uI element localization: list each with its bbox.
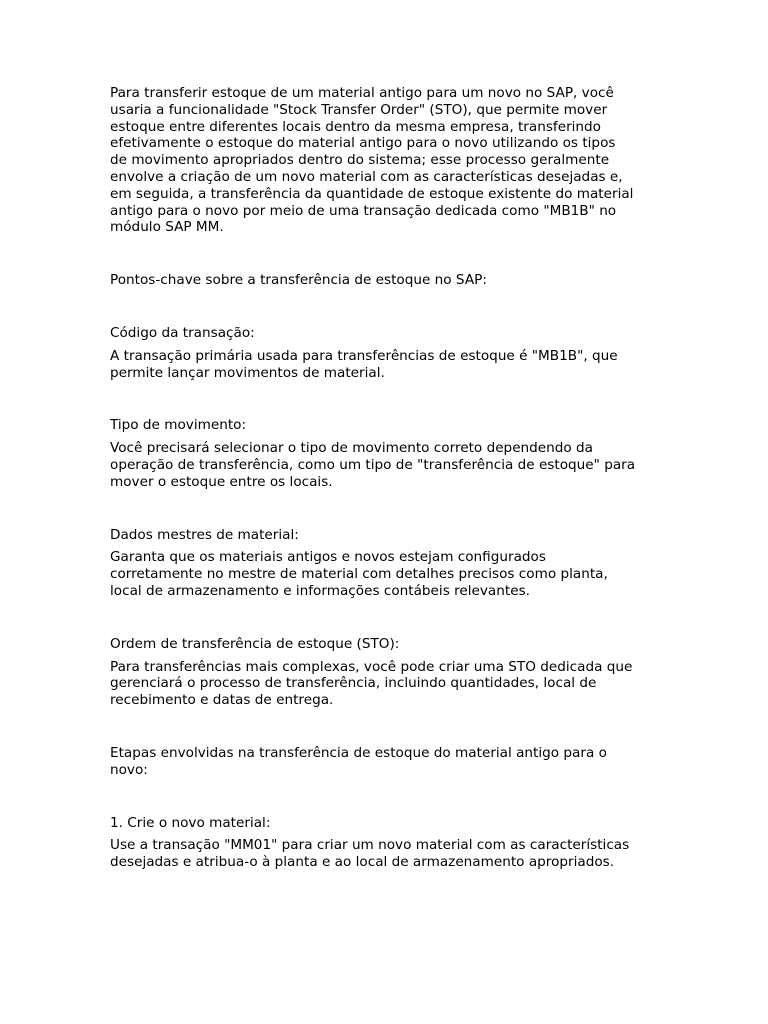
step-body-create-material: Use a transação "MM01" para criar um novo material com as características desejadas e atribua-o à planta e ao local de armazenamento apropriados.: [110, 837, 630, 871]
section-title-material-master: Dados mestres de material:: [110, 526, 299, 543]
key-points-heading: Pontos-chave sobre a transferência de estoque no SAP:: [110, 272, 487, 289]
section-body-sto: Para transferências mais complexas, você pode criar uma STO dedicada que gerenciará o processo de transferência, incluindo quantidades, local de recebimento e datas de entrega.: [110, 658, 633, 709]
section-body-movement-type: Você precisará selecionar o tipo de movimento correto dependendo da operação de transferência, como um tipo de "transferência de estoque" para mover o estoque entre os locais.: [110, 440, 636, 490]
section-body-transaction-code: A transação primária usada para transferências de estoque é "MB1B", que permite lançar movimentos de material.: [110, 347, 618, 381]
intro-paragraph: Para transferir estoque de um material antigo para um novo no SAP, você usaria a funcionalidade "Stock Transfer Order" (STO), que permite mover estoque entre diferentes locais dentro da mesma empresa, transferindo efetivamente o estoque do material antigo para o novo utilizando os tipos de movimento apropriados dentro do sistema; esse processo geralmente envolve a criação de um novo material com as características desejadas e, em seguida, a transferência da quantidade de estoque existente do material antigo para o novo por meio de uma transação dedicada como "MB1B" no módulo SAP MM.: [110, 85, 634, 236]
steps-heading: Etapas envolvidas na transferência de estoque do material antigo para o novo:: [110, 744, 607, 778]
step-title-create-material: 1. Crie o novo material:: [110, 814, 271, 831]
section-title-transaction-code: Código da transação:: [110, 324, 255, 341]
section-body-material-master: Garanta que os materiais antigos e novos estejam configurados corretamente no mestre de material com detalhes precisos como planta, local de armazenamento e informações contábeis relevantes.: [110, 549, 608, 599]
document-content: [110, 85, 670, 871]
section-title-sto: Ordem de transferência de estoque (STO):: [110, 635, 400, 652]
section-title-movement-type: Tipo de movimento:: [110, 417, 247, 434]
